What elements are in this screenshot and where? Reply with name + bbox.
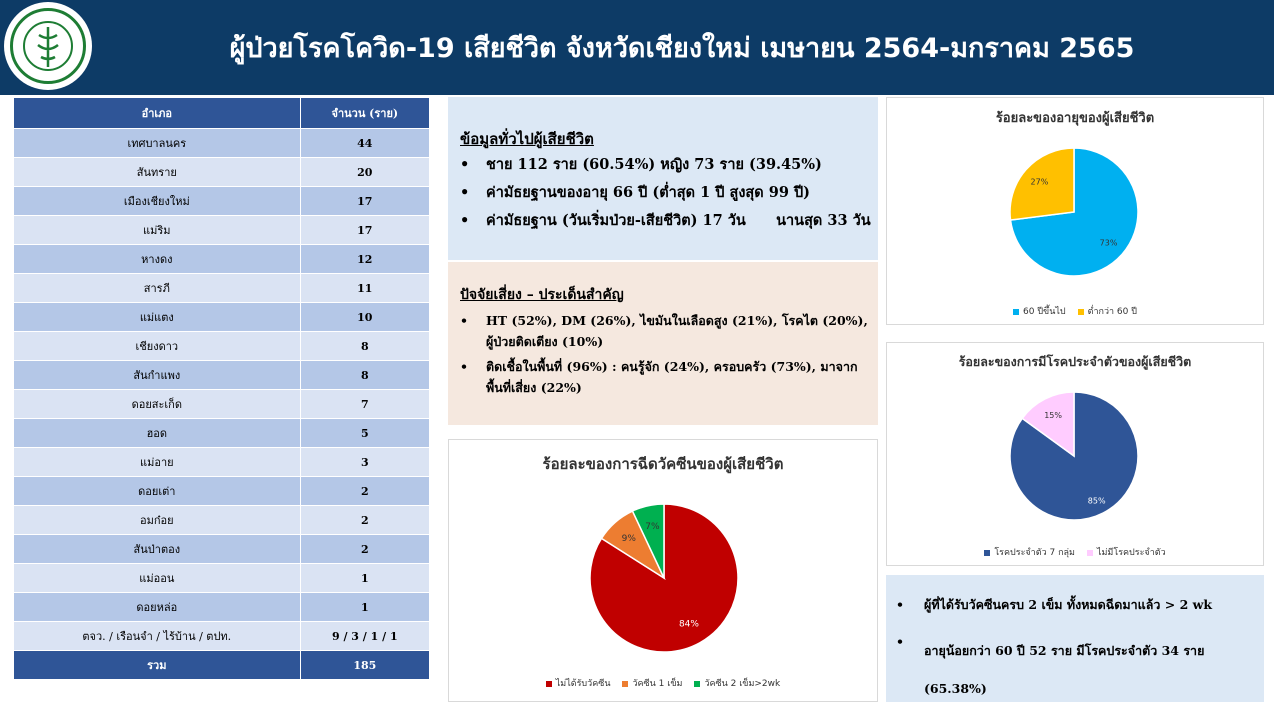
legend-item <box>984 545 1075 559</box>
district-name-cell: แม่ริม <box>14 216 301 245</box>
table-row <box>14 216 430 245</box>
list-item <box>460 310 870 352</box>
column-header-count: จำนวน (ราย) <box>300 98 429 129</box>
table-row <box>14 622 430 651</box>
district-name-cell: แม่แตง <box>14 303 301 332</box>
age-pie-chart <box>887 98 1265 326</box>
risk-factor-title: ปัจจัยเสี่ยง – ประเด็นสำคัญ <box>460 287 624 303</box>
table-row <box>14 419 430 448</box>
general-info-item: ค่ามัธยฐานของอายุ 66 ปี (ต่ำสุด 1 ปี สูงสุด 99 ปี) <box>486 184 811 201</box>
death-count-cell: 9 / 3 / 1 / 1 <box>300 622 429 651</box>
table-row <box>14 245 430 274</box>
legend-item <box>1078 304 1137 318</box>
legend-item <box>694 676 780 690</box>
district-name-cell: ตจว. / เรือนจำ / ไร้บ้าน / ตปท. <box>14 622 301 651</box>
legend-swatch <box>1078 309 1084 315</box>
chart-title: ร้อยละของอายุของผู้เสียชีวิต <box>995 111 1155 126</box>
death-count-cell: 5 <box>300 419 429 448</box>
chart-legend <box>887 545 1263 559</box>
district-name-cell: เทศบาลนคร <box>14 129 301 158</box>
death-count-cell: 11 <box>300 274 429 303</box>
legend-label: ไม่มีโรคประจำตัว <box>1096 548 1166 558</box>
district-name-cell: ดอยหล่อ <box>14 593 301 622</box>
chart-title: ร้อยละของการฉีดวัคซีนของผู้เสียชีวิต <box>542 455 784 473</box>
legend-label: โรคประจำตัว 7 กลุ่ม <box>994 548 1075 558</box>
legend-swatch <box>622 681 628 687</box>
district-name-cell: หางดง <box>14 245 301 274</box>
pie-data-label: 84% <box>678 619 699 630</box>
legend-item <box>1087 545 1166 559</box>
pie-data-label: 9% <box>621 534 636 545</box>
death-count-cell: 44 <box>300 129 429 158</box>
death-count-cell: 2 <box>300 477 429 506</box>
table-row <box>14 303 430 332</box>
district-name-cell: สันป่าตอง <box>14 535 301 564</box>
total-count-cell: 185 <box>300 651 429 680</box>
pie-data-label: 73% <box>1099 238 1118 248</box>
general-info-title: ข้อมูลทั่วไปผู้เสียชีวิต <box>460 130 594 148</box>
table-row <box>14 187 430 216</box>
risk-factor-list <box>460 310 870 402</box>
district-name-cell: ฮอด <box>14 419 301 448</box>
bullet-icon: • <box>460 313 468 328</box>
legend-swatch <box>694 681 700 687</box>
table-row <box>14 564 430 593</box>
column-header-district: อำเภอ <box>14 98 301 129</box>
legend-label: วัคซีน 1 เข็ม <box>632 679 683 689</box>
table-row <box>14 506 430 535</box>
death-count-cell: 8 <box>300 332 429 361</box>
risk-factor-item: ติดเชื้อในพื้นที่ (96%) : คนรู้จัก (24%), ครอบครัว (73%), มาจากพื้นที่เสี่ยง (22%) <box>486 359 858 395</box>
district-name-cell: สันกำแพง <box>14 361 301 390</box>
district-name-cell: แม่ออน <box>14 564 301 593</box>
district-name-cell: สันทราย <box>14 158 301 187</box>
district-name-cell: แม่อาย <box>14 448 301 477</box>
legend-swatch <box>1013 309 1019 315</box>
bullet-icon: • <box>896 597 904 612</box>
district-name-cell: เชียงดาว <box>14 332 301 361</box>
table-row <box>14 274 430 303</box>
legend-swatch <box>546 681 552 687</box>
death-count-cell: 17 <box>300 187 429 216</box>
table-row <box>14 390 430 419</box>
table-row <box>14 361 430 390</box>
table-row <box>14 593 430 622</box>
pie-data-label: 85% <box>1087 496 1106 506</box>
vaccine-pie-chart <box>449 440 879 703</box>
legend-label: ไม่ได้รับวัคซีน <box>555 679 611 689</box>
district-name-cell: ดอยเต่า <box>14 477 301 506</box>
general-info-list <box>460 155 870 239</box>
table-row <box>14 158 430 187</box>
list-item <box>896 632 1256 708</box>
chart-title: ร้อยละของการมีโรคประจำตัวของผู้เสียชีวิต <box>958 354 1192 369</box>
pie-data-label: 27% <box>1030 177 1049 187</box>
death-count-cell: 3 <box>300 448 429 477</box>
district-name-cell: อมก๋อย <box>14 506 301 535</box>
vaccine-note-item: ผู้ที่ได้รับวัคซีนครบ 2 เข็ม ทั้งหมดฉีดมาแล้ว > 2 wk <box>924 597 1213 612</box>
death-count-cell: 2 <box>300 535 429 564</box>
vaccine-note-box <box>886 575 1264 702</box>
bullet-icon: • <box>460 184 470 201</box>
death-count-cell: 1 <box>300 593 429 622</box>
vaccine-pie-panel <box>448 439 878 702</box>
general-info-box <box>448 97 878 260</box>
death-count-cell: 1 <box>300 564 429 593</box>
general-info-item: ชาย 112 ราย (60.54%) หญิง 73 ราย (39.45%) <box>486 156 822 173</box>
page-title: ผู้ป่วยโรคโควิด-19 เสียชีวิต จังหวัดเชียงใหม่ เมษายน 2564-มกราคม 2565 <box>229 33 1135 64</box>
pie-data-label: 7% <box>645 522 660 533</box>
district-death-table <box>13 97 430 680</box>
death-count-cell: 17 <box>300 216 429 245</box>
legend-label: วัคซีน 2 เข็ม>2wk <box>704 679 781 689</box>
table-row <box>14 448 430 477</box>
death-count-cell: 8 <box>300 361 429 390</box>
bullet-icon: • <box>460 156 470 173</box>
legend-label: 60 ปีขึ้นไป <box>1023 307 1066 317</box>
table-row <box>14 535 430 564</box>
table-row <box>14 129 430 158</box>
general-info-item: ค่ามัธยฐาน (วันเริ่มป่วย-เสียชีวิต) 17 วัน นานสุด 33 วัน <box>486 212 871 229</box>
list-item <box>460 183 870 211</box>
risk-factor-item: HT (52%), DM (26%), ไขมันในเลือดสูง (21%), โรคไต (20%), ผู้ป่วยติดเตียง (10%) <box>486 313 868 349</box>
total-row <box>14 651 430 680</box>
death-count-cell: 20 <box>300 158 429 187</box>
district-name-cell: เมืองเชียงใหม่ <box>14 187 301 216</box>
bullet-icon: • <box>896 634 904 649</box>
total-label-cell: รวม <box>14 651 301 680</box>
death-count-cell: 12 <box>300 245 429 274</box>
legend-swatch <box>984 550 990 556</box>
death-count-cell: 10 <box>300 303 429 332</box>
risk-factor-box <box>448 262 878 425</box>
list-item <box>460 211 870 239</box>
list-item <box>460 356 870 398</box>
legend-item <box>622 676 682 690</box>
death-count-cell: 7 <box>300 390 429 419</box>
bullet-icon: • <box>460 359 468 374</box>
header-bar <box>0 0 1274 95</box>
bullet-icon: • <box>460 212 470 229</box>
table-row <box>14 477 430 506</box>
death-count-cell: 2 <box>300 506 429 535</box>
legend-label: ต่ำกว่า 60 ปี <box>1087 307 1137 317</box>
district-name-cell: สารภี <box>14 274 301 303</box>
comorbidity-pie-chart <box>887 343 1265 567</box>
vaccine-note-list <box>896 595 1256 726</box>
pie-data-label: 15% <box>1044 410 1062 420</box>
list-item <box>896 595 1256 614</box>
legend-item <box>546 676 611 690</box>
list-item <box>460 155 870 183</box>
vaccine-note-item: อายุน้อยกว่า 60 ปี 52 ราย มีโรคประจำตัว 34 ราย (65.38%) <box>924 643 1205 696</box>
age-pie-panel <box>886 97 1264 325</box>
comorbidity-pie-panel <box>886 342 1264 566</box>
chart-legend <box>449 676 877 690</box>
table-row <box>14 332 430 361</box>
legend-item <box>1013 304 1066 318</box>
legend-swatch <box>1087 550 1093 556</box>
chart-legend <box>887 304 1263 318</box>
district-name-cell: ดอยสะเก็ด <box>14 390 301 419</box>
